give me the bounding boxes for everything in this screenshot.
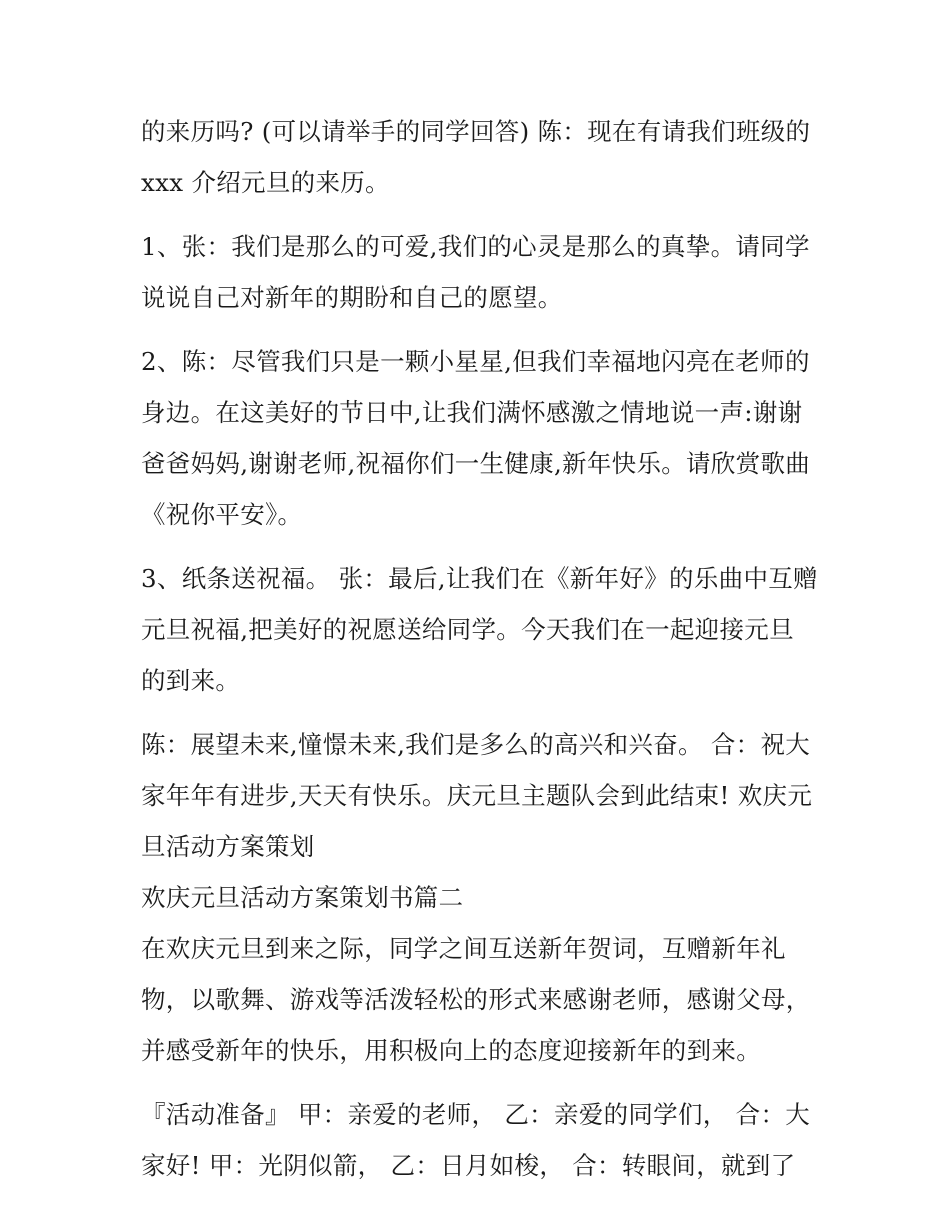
paragraph-7	[141, 1089, 821, 1191]
text-line: 爸爸妈妈,谢谢老师,祝福你们一生健康,新年快乐。请欣赏歌曲	[141, 449, 811, 478]
text-line: 家年年有进步,天天有快乐。庆元旦主题队会到此结束! 欢庆元	[141, 781, 813, 810]
text-line: 物，以歌舞、游戏等活泼轻松的形式来感谢老师，感谢父母，	[141, 985, 811, 1014]
paragraph-3	[141, 336, 821, 540]
text-line: 2、陈：尽管我们只是一颗小星星,但我们幸福地闪亮在老师的	[141, 347, 810, 376]
text-line: 1、张：我们是那么的可爱,我们的心灵是那么的真挚。请同学	[141, 232, 810, 261]
document-body	[141, 106, 821, 1204]
text-line: 欢庆元旦活动方案策划书篇二	[141, 883, 464, 912]
text-line: 的到来。	[141, 666, 241, 695]
section-heading	[141, 872, 821, 923]
text-line: xxx 介绍元旦的来历。	[141, 168, 390, 197]
paragraph-2	[141, 221, 821, 323]
text-line: 陈：展望未来,憧憬未来,我们是多么的高兴和兴奋。 合：祝大	[141, 730, 811, 759]
paragraph-6	[141, 923, 821, 1076]
text-line: 《祝你平安》。	[141, 500, 303, 529]
text-line: 旦活动方案策划	[141, 832, 315, 861]
text-line: 『活动准备』 甲：亲爱的老师， 乙：亲爱的同学们， 合：大	[141, 1100, 811, 1129]
text-line: 元旦祝福,把美好的祝愿送给同学。今天我们在一起迎接元旦	[141, 615, 794, 644]
text-line: 并感受新年的快乐，用积极向上的态度迎接新年的到来。	[141, 1036, 761, 1065]
text-line: 在欢庆元旦到来之际，同学之间互送新年贺词，互赠新年礼	[141, 934, 786, 963]
text-line: 家好! 甲：光阴似箭， 乙：日月如梭， 合：转眼间，就到了	[141, 1151, 796, 1180]
paragraph-4	[141, 553, 821, 706]
text-line: 的来历吗? (可以请举手的同学回答) 陈：现在有请我们班级的	[141, 117, 811, 146]
paragraph-5	[141, 719, 821, 872]
text-line: 身边。在这美好的节日中,让我们满怀感激之情地说一声:谢谢	[141, 398, 803, 427]
paragraph-1	[141, 106, 821, 208]
text-line: 3、纸条送祝福。 张：最后,让我们在《新年好》的乐曲中互赠	[141, 564, 818, 593]
text-line: 说说自己对新年的期盼和自己的愿望。	[141, 283, 563, 312]
